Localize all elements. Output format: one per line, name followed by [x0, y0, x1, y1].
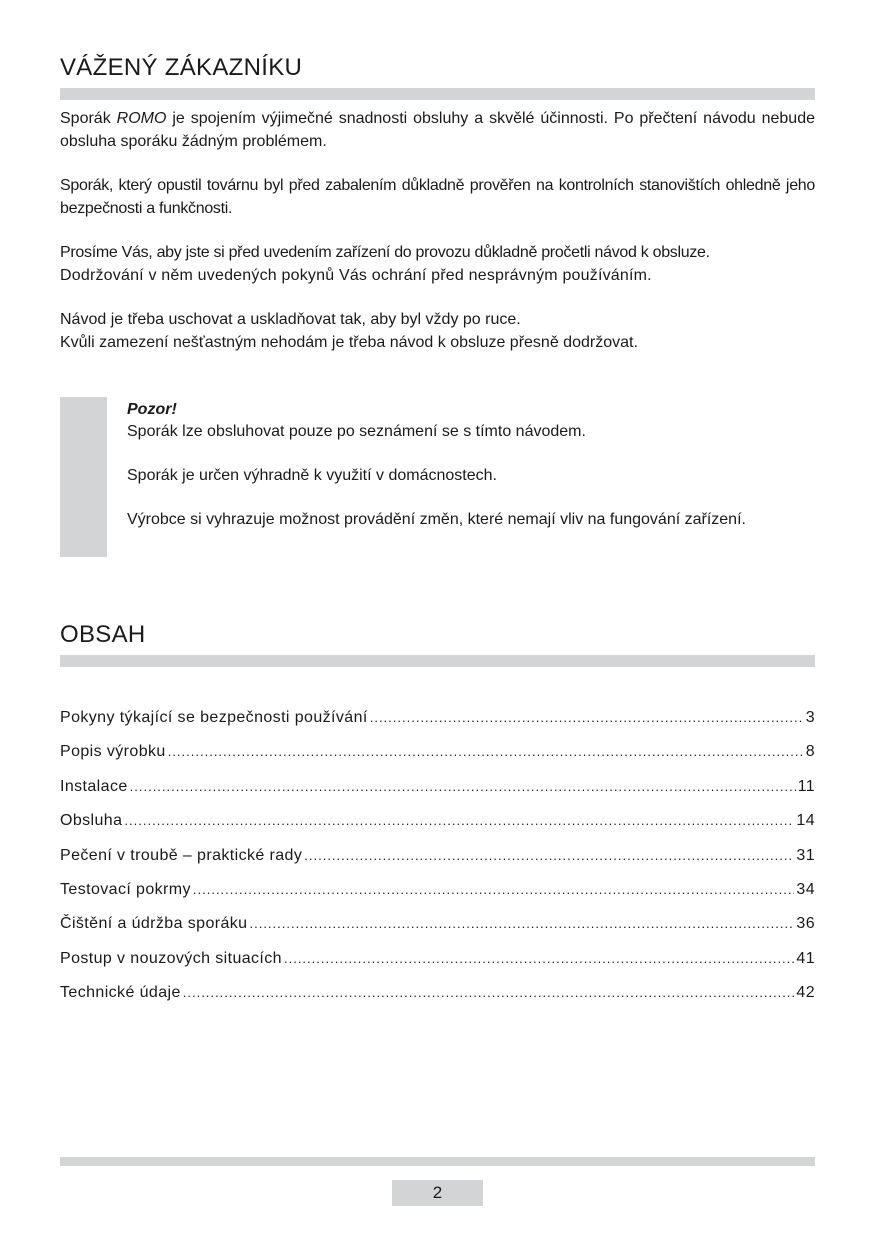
- toc-label: Obsluha: [60, 812, 123, 830]
- toc-page: 3: [805, 709, 815, 726]
- table-of-contents: [60, 709, 815, 1019]
- toc-entry[interactable]: [60, 984, 815, 1018]
- toc-label: Pečení v troubě – praktické rady: [60, 846, 303, 864]
- section-title-dear-customer: VÁŽENÝ ZÁKAZNÍKU: [60, 54, 303, 81]
- title-divider: [60, 88, 815, 100]
- page-number: 2: [392, 1180, 483, 1206]
- toc-page: 41: [796, 949, 815, 967]
- dot-leader: [284, 951, 794, 966]
- dot-leader: [370, 710, 804, 725]
- toc-entry[interactable]: [60, 915, 815, 949]
- dot-leader: [130, 779, 796, 794]
- brand-name: ROMO: [116, 110, 167, 127]
- toc-entry[interactable]: [60, 881, 815, 915]
- warning-line: Sporák lze obsluhovat pouze po seznámení se s tímto návodem.: [127, 423, 586, 440]
- warning-side-bar: [60, 397, 107, 557]
- toc-entry[interactable]: [60, 847, 815, 881]
- toc-page: 34: [796, 880, 815, 898]
- dot-leader: [124, 813, 794, 828]
- toc-label: Popis výrobku: [60, 743, 166, 761]
- warning-note: [127, 399, 817, 531]
- intro-paragraph-1: [60, 107, 815, 153]
- toc-entry[interactable]: [60, 950, 815, 984]
- warning-line: Sporák je určen výhradně k využití v domácnostech.: [127, 467, 497, 484]
- toc-page: 36: [796, 915, 815, 933]
- dot-leader: [168, 744, 804, 759]
- toc-entry[interactable]: [60, 709, 815, 743]
- text-line: Kvůli zamezení nešťastným nehodám je třeba návod k obsluze přesně dodržovat.: [60, 334, 638, 351]
- toc-page: 31: [796, 846, 815, 864]
- dot-leader: [193, 882, 795, 897]
- dot-leader: [183, 985, 795, 1000]
- text: Sporák: [60, 110, 117, 127]
- toc-page: 14: [796, 812, 815, 830]
- toc-label: Instalace: [60, 777, 128, 795]
- toc-page: 11: [797, 777, 815, 795]
- intro-paragraph-2: Sporák, který opustil továrnu byl před zabalením důkladně prověřen na kontrolních stanovištích ohledně jeho bezpečnosti a funkčnosti.: [60, 177, 815, 217]
- intro-paragraph-4: [60, 308, 815, 354]
- toc-entry[interactable]: [60, 812, 815, 846]
- toc-label: Čištění a údržba sporáku: [60, 915, 248, 933]
- dot-leader: [304, 848, 794, 863]
- text: je spojením výjimečné snadnosti obsluhy a skvělé účinnosti. Po přečtení návodu nebude obsluha sporáku žádným problémem.: [60, 110, 815, 150]
- text-line: Dodržování v něm uvedených pokynů Vás ochrání před nesprávným používáním.: [60, 267, 652, 284]
- intro-paragraph-3: [60, 241, 815, 287]
- toc-page: 42: [796, 984, 815, 1002]
- dot-leader: [249, 916, 794, 931]
- toc-entry[interactable]: [60, 778, 815, 812]
- toc-label: Pokyny týkající se bezpečnosti používání: [60, 709, 368, 726]
- contents-divider: [60, 655, 815, 667]
- text-line: Prosíme Vás, aby jste si před uvedením zařízení do provozu důkladně pročetli návod k obsluze.: [60, 244, 710, 261]
- toc-entry[interactable]: [60, 743, 815, 777]
- footer-divider: [60, 1157, 815, 1166]
- section-title-contents: OBSAH: [60, 621, 146, 648]
- warning-heading: Pozor!: [127, 401, 177, 418]
- toc-page: 8: [805, 743, 815, 761]
- toc-label: Technické údaje: [60, 984, 181, 1002]
- toc-label: Postup v nouzových situacích: [60, 949, 282, 967]
- toc-label: Testovací pokrmy: [60, 880, 191, 898]
- text-line: Návod je třeba uschovat a uskladňovat tak, aby byl vždy po ruce.: [60, 311, 521, 328]
- warning-line: Výrobce si vyhrazuje možnost provádění změn, které nemají vliv na fungování zařízení.: [127, 511, 746, 528]
